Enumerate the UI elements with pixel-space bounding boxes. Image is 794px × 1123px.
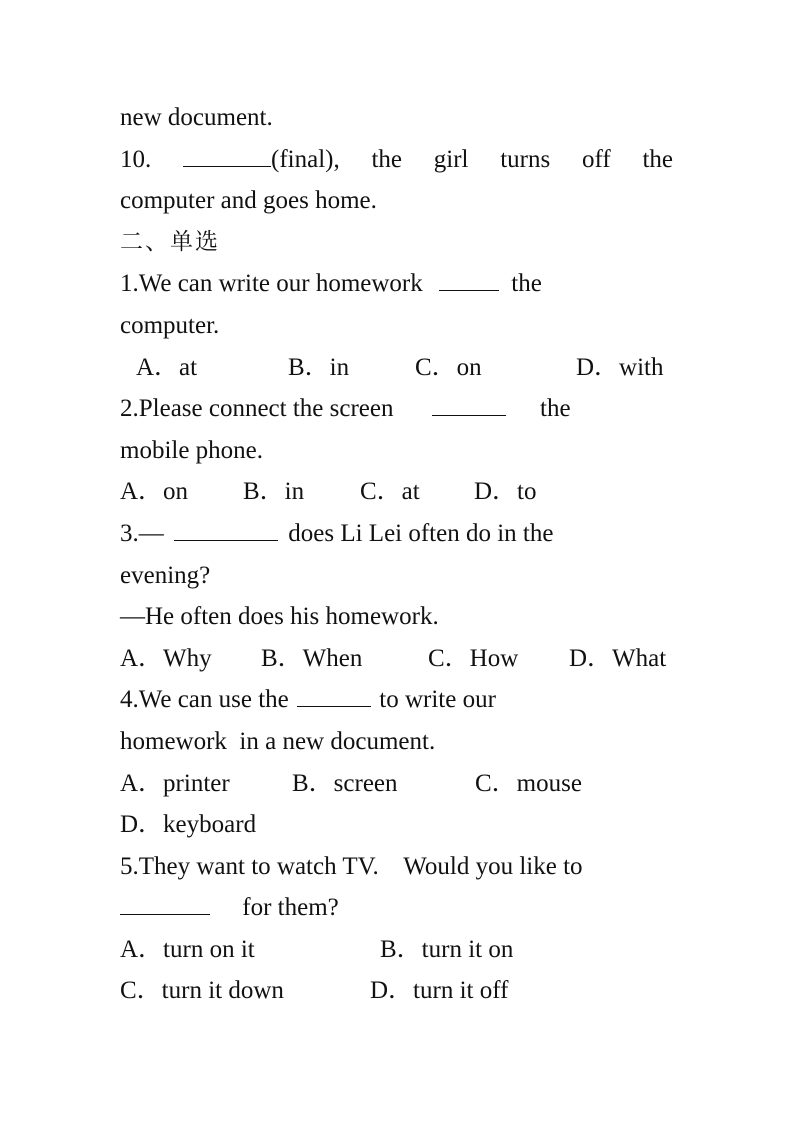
q10-line2-text: computer and goes home.: [120, 187, 377, 215]
mc1-stem-pre: 1.We can write our homework: [120, 270, 423, 298]
mc1-option-c[interactable]: C．on: [415, 353, 482, 381]
mc2-stem-pre: 2.Please connect the screen: [120, 395, 394, 423]
mc4-blank[interactable]: [297, 681, 371, 707]
mc3-stem-post: does Li Lei often do in the: [288, 519, 554, 547]
mc3-option-c[interactable]: C．How: [428, 644, 519, 672]
mc5-blank[interactable]: [120, 889, 210, 915]
mc5-stem-line1: [120, 846, 673, 888]
mc2-option-d[interactable]: D．to: [474, 478, 537, 506]
mc2-options: [120, 471, 673, 513]
mc2-stem2: mobile phone.: [120, 436, 264, 464]
mc1-stem-line1: [120, 263, 673, 305]
mc3-blank[interactable]: [174, 515, 278, 541]
mc2-stem-line1: [120, 388, 673, 430]
mc3-option-a[interactable]: A．Why: [120, 644, 212, 672]
mc4-options-row1: [120, 763, 673, 805]
mc5-option-b[interactable]: B．turn it on: [380, 935, 514, 963]
mc4-stem-post: to write our: [379, 686, 496, 714]
q10-word: off: [581, 145, 611, 173]
mc3-options: [120, 638, 673, 680]
q10-number: 10.: [120, 145, 152, 173]
mc1-option-a[interactable]: A．at: [136, 353, 198, 381]
q9-tail: [120, 97, 673, 139]
mc3-stem3: —He often does his homework.: [120, 603, 439, 631]
q10-word: the: [642, 145, 673, 173]
mc1-blank[interactable]: [439, 265, 499, 291]
q10-word: the: [371, 145, 403, 173]
mc5-options-row2: [120, 970, 673, 1012]
mc4-option-c[interactable]: C．mouse: [475, 769, 582, 797]
mc5-stem1: 5.They want to watch TV. Would you like to: [120, 852, 583, 880]
mc3-stem2: evening?: [120, 561, 211, 589]
mc5-option-a[interactable]: A．turn on it: [120, 935, 255, 963]
q10-line2: [120, 180, 673, 222]
mc5-stem-post: for them?: [242, 894, 339, 922]
mc4-option-d[interactable]: D．keyboard: [120, 811, 257, 839]
q10-blank[interactable]: [183, 141, 271, 167]
mc4-stem-line1: [120, 679, 673, 721]
q9-tail-text: new document.: [120, 104, 273, 131]
mc4-stem2: homework in a new document.: [120, 727, 436, 755]
mc3-stem-line3: [120, 596, 673, 638]
mc5-options-row1: [120, 929, 673, 971]
mc3-stem-line1: [120, 513, 673, 555]
q10-word: turns: [500, 145, 551, 173]
mc1-stem-post: the: [511, 270, 542, 298]
mc3-option-d[interactable]: D．What: [569, 644, 667, 672]
mc4-option-a[interactable]: A．printer: [120, 769, 230, 797]
mc2-stem-post: the: [540, 395, 571, 423]
mc2-stem-line2: [120, 430, 673, 472]
mc2-option-b[interactable]: B．in: [243, 478, 305, 506]
section-heading: [120, 222, 673, 264]
q10-word: girl: [433, 145, 469, 173]
mc5-option-c[interactable]: C．turn it down: [120, 977, 284, 1005]
mc5-stem-line2: [120, 887, 673, 929]
mc3-stem-pre: 3.—: [120, 519, 164, 547]
q10-blank-group: [183, 139, 340, 181]
mc1-stem-line2: [120, 305, 673, 347]
section-heading-text: 二、单选: [120, 228, 220, 255]
mc4-stem-pre: 4.We can use the: [120, 686, 289, 714]
mc5-option-d[interactable]: D．turn it off: [370, 977, 509, 1005]
mc1-options: [120, 347, 673, 389]
q10-line1: [120, 139, 673, 181]
worksheet-page: [120, 97, 673, 1012]
mc3-stem-line2: [120, 555, 673, 597]
q10-hint: (final),: [271, 145, 340, 173]
mc3-option-b[interactable]: B．When: [261, 644, 363, 672]
mc1-option-b[interactable]: B．in: [288, 353, 350, 381]
mc4-stem-line2: [120, 721, 673, 763]
mc1-stem2: computer.: [120, 311, 220, 339]
mc2-option-a[interactable]: A．on: [120, 478, 189, 506]
mc2-blank[interactable]: [432, 390, 506, 416]
mc4-options-row2: [120, 804, 673, 846]
mc4-option-b[interactable]: B．screen: [292, 769, 398, 797]
mc1-option-d[interactable]: D．with: [576, 353, 664, 381]
mc2-option-c[interactable]: C．at: [360, 478, 420, 506]
